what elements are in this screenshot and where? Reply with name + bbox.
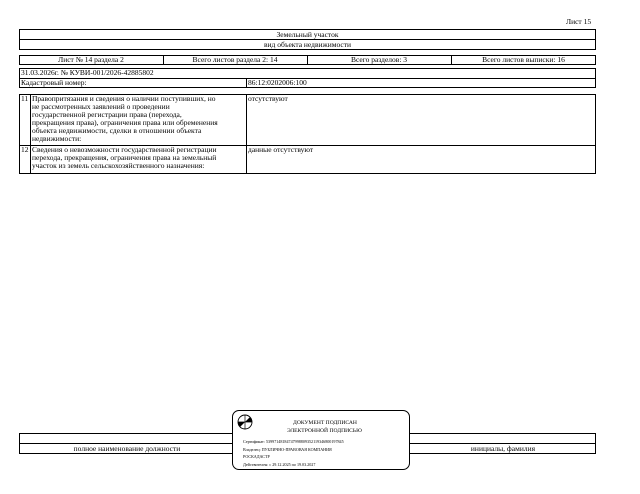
position-label: полное наименование должности: [73, 443, 181, 453]
cadastral-number: 86:12:0202006:100: [248, 78, 307, 87]
table-col-divider-2: [246, 94, 247, 174]
row-number: 12: [21, 145, 29, 154]
row-description-line: Правопритязания и сведения о наличии поступивших, но: [32, 94, 216, 103]
row-value: отсутствуют: [248, 94, 288, 103]
stamp-owner-2: РОСКАДАСТР: [243, 454, 270, 459]
row-description-line: прекращения права), ограничения права или обременения: [32, 118, 218, 127]
extract-info-divider: [19, 78, 596, 79]
sheet-in-section: Лист № 14 раздела 2: [58, 55, 124, 64]
stamp-line-2: ЭЛЕКТРОННОЙ ПОДПИСЬЮ: [287, 428, 362, 434]
row-description-line: перехода, прекращения, ограничения права на земельный: [32, 153, 217, 162]
row-description-line: не рассмотренных заявлений о проведении: [32, 102, 170, 111]
row-description-line: объекта недвижимости, сделки в отношении объекта: [32, 126, 202, 135]
row-description-line: государственной регистрации права (перехода,: [32, 110, 182, 119]
stamp-validity: Действителен: с 29.12.2025 по 19.03.2027: [243, 462, 316, 467]
stamp-line-1: ДОКУМЕНТ ПОДПИСАН: [293, 420, 357, 426]
emblem-icon: [237, 414, 253, 430]
table-col-divider-1: [30, 94, 31, 174]
object-type-title: Земельный участок: [276, 29, 339, 39]
cadastral-divider: [246, 78, 247, 88]
total-sheets-section: Всего листов раздела 2: 14: [192, 55, 278, 64]
row-value: данные отсутствуют: [248, 145, 314, 154]
row-description-line: участок из земель сельскохозяйственного назначения:: [32, 161, 205, 170]
object-type-caption: вид объекта недвижимости: [263, 39, 352, 49]
total-sheets-extract: Всего листов выписки: 16: [482, 55, 565, 64]
sheet-number: Лист 15: [566, 17, 592, 26]
total-sections: Всего разделов: 3: [350, 55, 408, 64]
stamp-certificate: Сертификат: 5399714818474799880935211934680019784​5: [243, 439, 344, 444]
row-number: 11: [21, 94, 29, 103]
row-description-line: Сведения о невозможности государственной регистрации: [32, 145, 217, 154]
electronic-signature-stamp: [232, 410, 410, 470]
extract-number: 31.03.2026г. № КУВИ-001/2026-42885802: [21, 68, 154, 77]
stamp-owner: Владелец: ПУБЛИЧНО-ПРАВОВАЯ КОМПАНИЯ: [243, 447, 332, 452]
name-label: инициалы, фамилия: [470, 443, 536, 453]
row-description-line: недвижимости:: [32, 134, 82, 143]
cadastral-label: Кадастровый номер:: [21, 78, 87, 87]
